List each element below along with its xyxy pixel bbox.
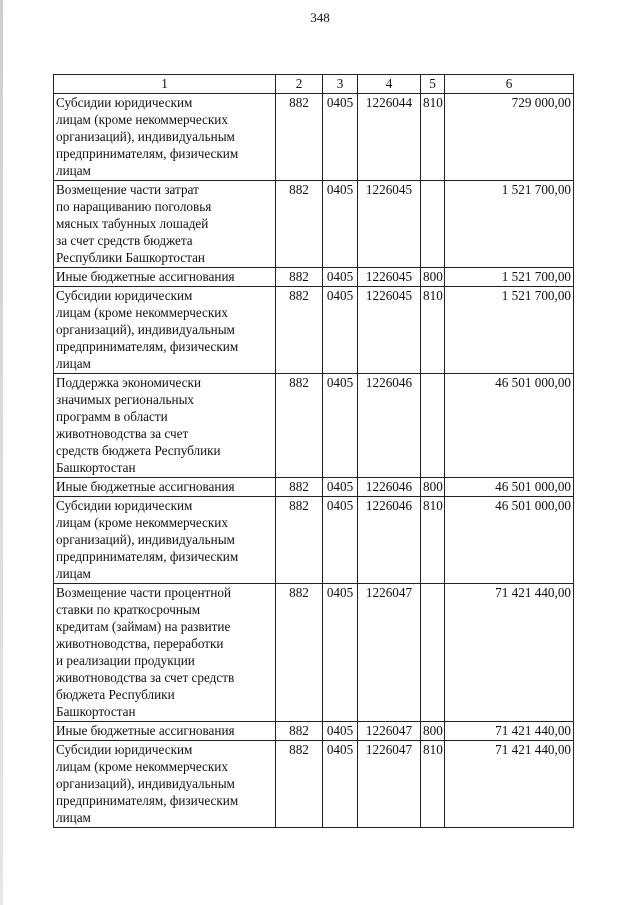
row-expense-type: 800 bbox=[421, 478, 445, 497]
table-row bbox=[54, 374, 574, 478]
row-target-code: 1226046 bbox=[358, 374, 421, 478]
scan-edge bbox=[0, 0, 3, 905]
row-ministry-code: 882 bbox=[276, 584, 323, 722]
row-target-code: 1226047 bbox=[358, 584, 421, 722]
row-expense-type: 800 bbox=[421, 722, 445, 741]
row-section-code: 0405 bbox=[323, 287, 358, 374]
table-row bbox=[54, 478, 574, 497]
table-row bbox=[54, 268, 574, 287]
row-ministry-code: 882 bbox=[276, 287, 323, 374]
header-col-6: 6 bbox=[445, 75, 574, 94]
row-target-code: 1226047 bbox=[358, 741, 421, 828]
table-row bbox=[54, 584, 574, 722]
table-row bbox=[54, 94, 574, 181]
row-section-code: 0405 bbox=[323, 584, 358, 722]
row-name: Возмещение части затрат по наращиванию поголовья мясных табунных лошадей за счет средств бюджета Республики Башкортостан bbox=[54, 181, 276, 268]
row-target-code: 1226047 bbox=[358, 722, 421, 741]
header-col-1: 1 bbox=[54, 75, 276, 94]
page-number: 348 bbox=[310, 10, 330, 25]
row-ministry-code: 882 bbox=[276, 94, 323, 181]
table-row bbox=[54, 741, 574, 828]
row-expense-type bbox=[421, 374, 445, 478]
row-section-code: 0405 bbox=[323, 478, 358, 497]
row-ministry-code: 882 bbox=[276, 374, 323, 478]
row-amount: 46 501 000,00 bbox=[445, 478, 574, 497]
row-section-code: 0405 bbox=[323, 94, 358, 181]
row-name: Иные бюджетные ассигнования bbox=[54, 268, 276, 287]
row-amount: 71 421 440,00 bbox=[445, 584, 574, 722]
table-row bbox=[54, 181, 574, 268]
row-target-code: 1226044 bbox=[358, 94, 421, 181]
row-amount: 1 521 700,00 bbox=[445, 181, 574, 268]
row-ministry-code: 882 bbox=[276, 478, 323, 497]
row-expense-type: 800 bbox=[421, 268, 445, 287]
header-col-2: 2 bbox=[276, 75, 323, 94]
row-ministry-code: 882 bbox=[276, 497, 323, 584]
row-expense-type: 810 bbox=[421, 94, 445, 181]
row-name: Субсидии юридическим лицам (кроме некоммерческих организаций), индивидуальным предпринимателям, физическим лицам bbox=[54, 287, 276, 374]
table-row bbox=[54, 722, 574, 741]
row-section-code: 0405 bbox=[323, 268, 358, 287]
row-amount: 46 501 000,00 bbox=[445, 374, 574, 478]
row-section-code: 0405 bbox=[323, 374, 358, 478]
row-target-code: 1226046 bbox=[358, 478, 421, 497]
row-amount: 71 421 440,00 bbox=[445, 722, 574, 741]
row-section-code: 0405 bbox=[323, 741, 358, 828]
header-col-4: 4 bbox=[358, 75, 421, 94]
row-name: Возмещение части процентной ставки по краткосрочным кредитам (займам) на развитие животноводства, переработки и реализации продукции животноводства за счет средств бюджета Республики Башкортостан bbox=[54, 584, 276, 722]
row-name: Поддержка экономически значимых региональных программ в области животноводства за счет средств бюджета Республики Башкортостан bbox=[54, 374, 276, 478]
row-expense-type bbox=[421, 181, 445, 268]
row-name: Иные бюджетные ассигнования bbox=[54, 478, 276, 497]
table-row bbox=[54, 287, 574, 374]
row-target-code: 1226045 bbox=[358, 287, 421, 374]
table-header-row bbox=[54, 75, 574, 94]
row-name: Иные бюджетные ассигнования bbox=[54, 722, 276, 741]
header-col-5: 5 bbox=[421, 75, 445, 94]
row-ministry-code: 882 bbox=[276, 741, 323, 828]
row-section-code: 0405 bbox=[323, 181, 358, 268]
row-amount: 729 000,00 bbox=[445, 94, 574, 181]
budget-table bbox=[53, 74, 574, 828]
row-expense-type: 810 bbox=[421, 497, 445, 584]
row-target-code: 1226046 bbox=[358, 497, 421, 584]
row-target-code: 1226045 bbox=[358, 268, 421, 287]
row-name: Субсидии юридическим лицам (кроме некоммерческих организаций), индивидуальным предпринимателям, физическим лицам bbox=[54, 94, 276, 181]
row-section-code: 0405 bbox=[323, 722, 358, 741]
row-name: Субсидии юридическим лицам (кроме некоммерческих организаций), индивидуальным предпринимателям, физическим лицам bbox=[54, 741, 276, 828]
row-amount: 71 421 440,00 bbox=[445, 741, 574, 828]
row-name: Субсидии юридическим лицам (кроме некоммерческих организаций), индивидуальным предпринимателям, физическим лицам bbox=[54, 497, 276, 584]
row-ministry-code: 882 bbox=[276, 181, 323, 268]
table-row bbox=[54, 497, 574, 584]
header-col-3: 3 bbox=[323, 75, 358, 94]
row-target-code: 1226045 bbox=[358, 181, 421, 268]
row-amount: 1 521 700,00 bbox=[445, 268, 574, 287]
row-section-code: 0405 bbox=[323, 497, 358, 584]
row-amount: 46 501 000,00 bbox=[445, 497, 574, 584]
row-amount: 1 521 700,00 bbox=[445, 287, 574, 374]
row-expense-type bbox=[421, 584, 445, 722]
row-ministry-code: 882 bbox=[276, 268, 323, 287]
row-expense-type: 810 bbox=[421, 287, 445, 374]
row-expense-type: 810 bbox=[421, 741, 445, 828]
row-ministry-code: 882 bbox=[276, 722, 323, 741]
